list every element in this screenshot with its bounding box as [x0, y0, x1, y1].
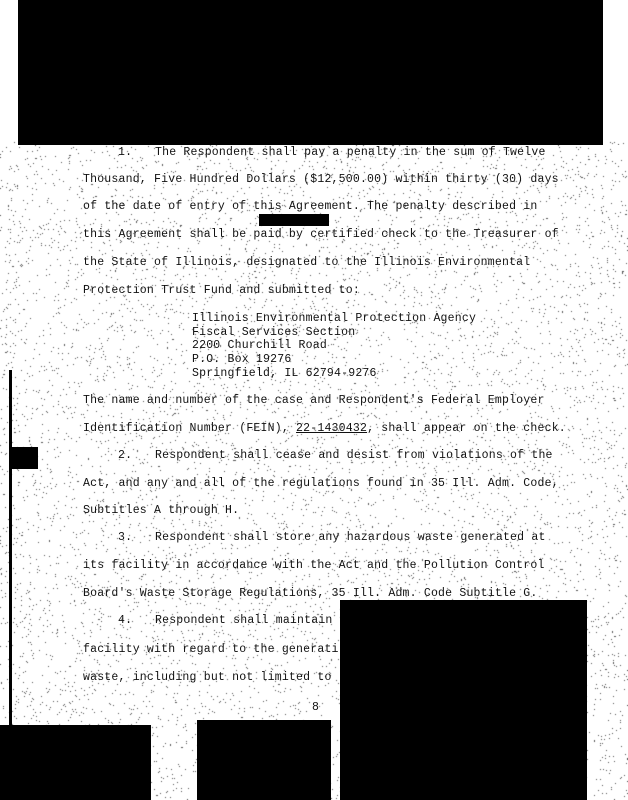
- paragraph-2-line-2: Act, and any and all of the regulations found in 35 Ill. Adm. Code,: [83, 477, 559, 490]
- paragraph-4-line-1: Respondent shall maintain: [155, 614, 333, 627]
- paragraph-1-number: 1.: [118, 146, 133, 159]
- paragraph-1-line-3: of the date of entry of this Agreement. The penalty described in: [83, 200, 538, 213]
- redaction-block-bottom-right: [340, 600, 587, 800]
- paragraph-4-line-2: facility with regard to the generati: [83, 643, 339, 656]
- redaction-block-bottom-center: [197, 720, 331, 800]
- paragraph-1-line-4: this Agreement shall be paid by certified check to the Treasurer of: [83, 228, 559, 241]
- paragraph-2-line-3: Subtitles A through H.: [83, 504, 240, 517]
- redaction-block-bottom-left: [0, 725, 151, 800]
- fein-line-2: [83, 422, 566, 436]
- fein-line-1: The name and number of the case and Respondent's Federal Employer: [83, 394, 545, 407]
- paragraph-2-line-1: Respondent shall cease and desist from violations of the: [155, 449, 553, 462]
- paragraph-2-number: 2.: [118, 449, 133, 462]
- paragraph-4-number: 4.: [118, 614, 133, 627]
- address-line-2: Fiscal Services Section: [192, 326, 356, 339]
- address-line-5: Springfield, IL 62794-9276: [192, 367, 377, 380]
- page-number: 8: [312, 701, 320, 714]
- address-line-4: P.O. Box 19276: [192, 353, 292, 366]
- paragraph-4-line-3: waste, including but not limited to: [83, 671, 332, 684]
- redaction-block-top: [18, 0, 603, 145]
- fein-number: 22-1430432: [296, 422, 368, 435]
- paragraph-1-line-1: The Respondent shall pay a penalty in the sum of Twelve: [155, 146, 546, 159]
- address-line-3: 2200 Churchill Road: [192, 339, 327, 352]
- paragraph-1-line-5: the State of Illinois, designated to the Illinois Environmental: [83, 256, 531, 269]
- paragraph-1-line-2: Thousand, Five Hundred Dollars ($12,500.00) within thirty (30) days: [83, 173, 559, 186]
- redaction-block-small: [259, 214, 329, 226]
- paragraph-1-line-6: Protection Trust Fund and submitted to:: [83, 284, 360, 297]
- paragraph-3-line-1: Respondent shall store any hazardous waste generated at: [155, 531, 546, 544]
- left-edge-scan-line: [9, 370, 12, 730]
- paragraph-3-line-2: its facility in accordance with the Act and the Pollution Control: [83, 559, 545, 572]
- address-line-1: Illinois Environmental Protection Agency: [192, 312, 477, 325]
- paragraph-3-line-3: Board's Waste Storage Regulations, 35 Ill. Adm. Code Subtitle G.: [83, 587, 538, 600]
- fein-tail: , shall appear on the check.: [367, 422, 566, 435]
- paragraph-3-number: 3.: [118, 531, 133, 544]
- fein-label: Identification Number (FEIN),: [83, 422, 289, 435]
- left-edge-marker: [9, 447, 38, 469]
